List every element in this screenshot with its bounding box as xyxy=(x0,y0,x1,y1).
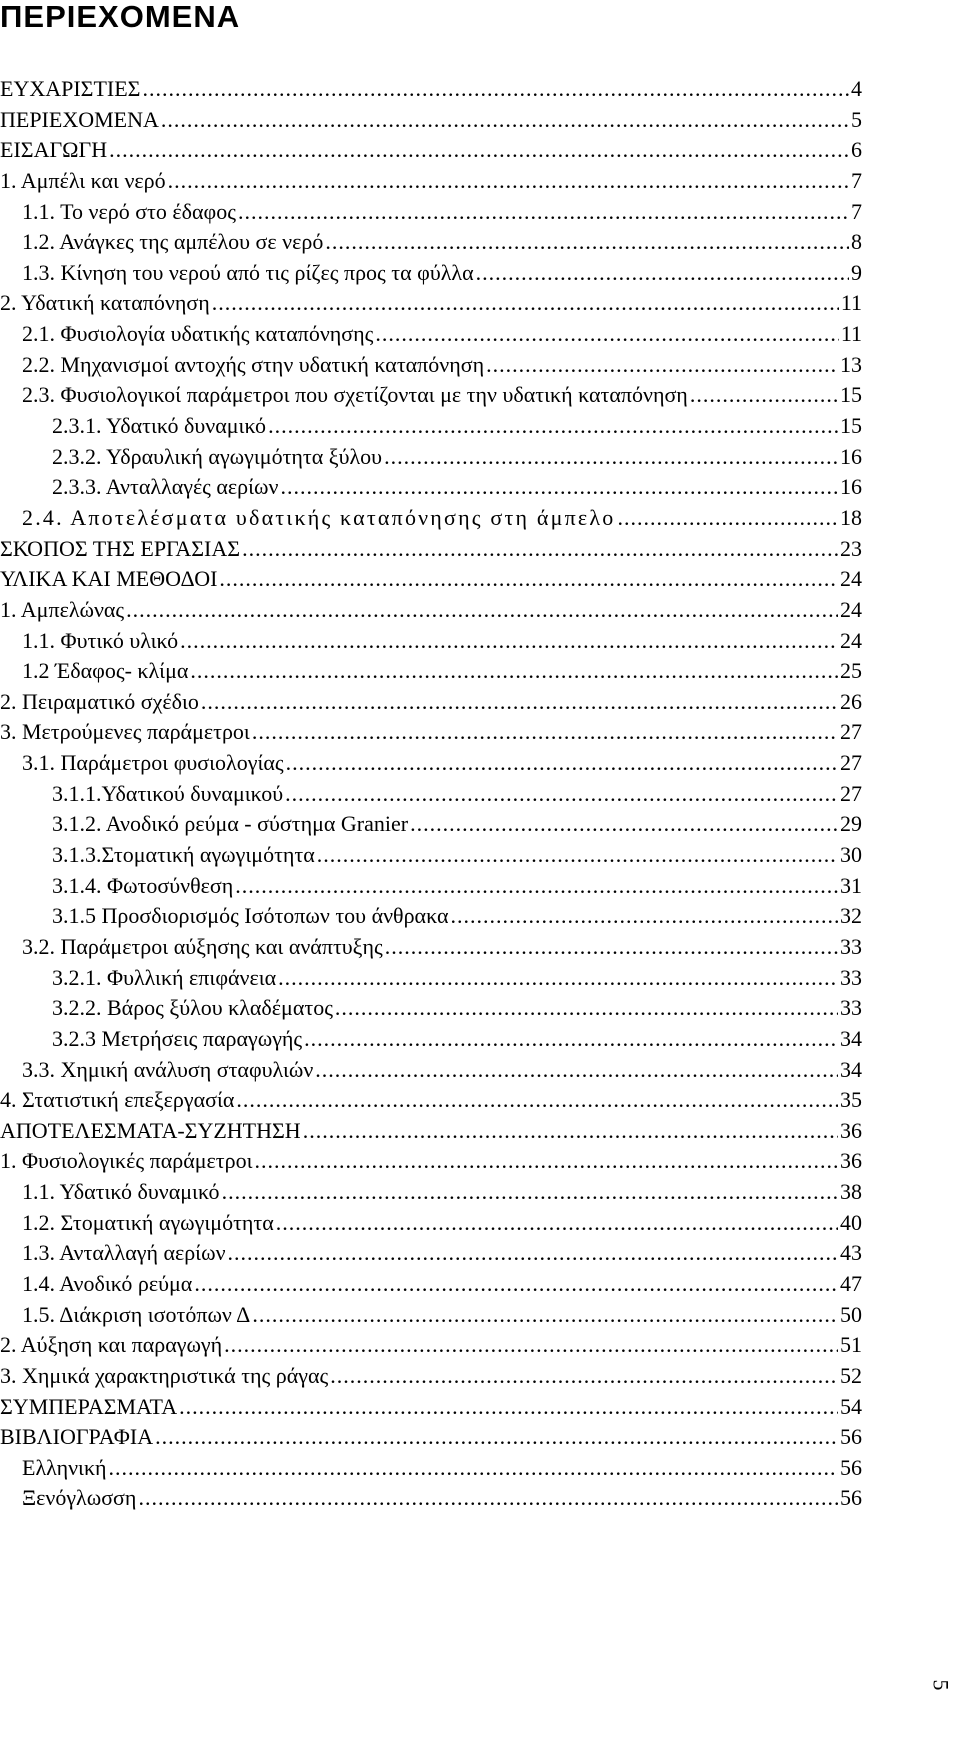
toc-entry[interactable] xyxy=(0,135,862,166)
dot-leader xyxy=(109,1453,838,1483)
dot-leader xyxy=(276,1208,838,1238)
dot-leader xyxy=(224,1330,838,1360)
toc-entry-page: 16 xyxy=(840,474,862,500)
toc-entry-title: 2.2. Μηχανισμοί αντοχής στην υδατική καταπόνηση xyxy=(22,351,485,377)
toc-entry-page: 35 xyxy=(840,1087,862,1113)
toc-entry-title: 1.2 Έδαφος- κλίμα xyxy=(22,658,189,684)
dot-leader xyxy=(179,1392,838,1422)
dot-leader xyxy=(228,1238,838,1268)
toc-entry[interactable] xyxy=(0,626,862,657)
dot-leader xyxy=(180,626,838,656)
dot-leader xyxy=(325,227,849,257)
toc-entry-page: 7 xyxy=(851,167,862,193)
toc-entry-page: 29 xyxy=(840,811,862,837)
toc-entry-title: 3. Χημικά χαρακτηριστικά της ράγας xyxy=(0,1362,329,1388)
dot-leader xyxy=(142,74,849,104)
dot-leader xyxy=(190,656,838,686)
toc-entry[interactable] xyxy=(0,687,862,718)
toc-entry[interactable] xyxy=(0,809,862,840)
toc-entry[interactable] xyxy=(0,779,862,810)
toc-entry-page: 8 xyxy=(851,229,862,255)
toc-entry-page: 33 xyxy=(840,995,862,1021)
toc-entry-title: 2.3. Φυσιολογικοί παράμετροι που σχετίζονται με την υδατική καταπόνηση xyxy=(22,382,688,408)
dot-leader xyxy=(410,809,838,839)
toc-entry-title: 3.2.1. Φυλλική επιφάνεια xyxy=(52,964,277,990)
toc-entry[interactable] xyxy=(0,227,862,258)
toc-entry[interactable] xyxy=(0,1177,862,1208)
toc-entry-page: 15 xyxy=(840,413,862,439)
toc-entry-title: ΑΠΟΤΕΛΕΣΜΑΤΑ-ΣΥΖΗΤΗΣΗ xyxy=(0,1117,301,1143)
toc-entry-page: 40 xyxy=(840,1209,862,1235)
toc-entry-page: 56 xyxy=(840,1424,862,1450)
dot-leader xyxy=(236,1085,838,1115)
toc-entry-title: 3.2.3 Μετρήσεις παραγωγής xyxy=(52,1025,303,1051)
toc-entry-page: 32 xyxy=(840,903,862,929)
toc-entry[interactable] xyxy=(0,288,862,319)
toc-entry[interactable] xyxy=(0,1483,862,1514)
dot-leader xyxy=(335,993,838,1023)
toc-entry[interactable] xyxy=(0,656,862,687)
toc-entry-page: 16 xyxy=(840,443,862,469)
toc-entry[interactable] xyxy=(0,503,862,534)
toc-entry-title: 1.1. Υδατικό δυναμικό xyxy=(22,1179,220,1205)
toc-entry-title: 2.3.3. Ανταλλαγές αερίων xyxy=(52,474,279,500)
toc-entry-title: 2.3.2. Υδραυλική αγωγιμότητα ξύλου xyxy=(52,443,383,469)
toc-entry[interactable] xyxy=(0,993,862,1024)
dot-leader xyxy=(690,380,838,410)
toc-entry-page: 24 xyxy=(840,566,862,592)
toc-entry-page: 36 xyxy=(840,1117,862,1143)
toc-entry-title: ΥΛΙΚΑ ΚΑΙ ΜΕΘΟΔΟΙ xyxy=(0,566,218,592)
toc-entry-title: 3.3. Χημική ανάλυση σταφυλιών xyxy=(22,1056,314,1082)
toc-entry[interactable] xyxy=(0,1116,862,1147)
toc-entry-title: 4. Στατιστική επεξεργασία xyxy=(0,1087,235,1113)
toc-entry-page: 33 xyxy=(840,964,862,990)
toc-entry-title: ΕΙΣΑΓΩΓΗ xyxy=(0,137,108,163)
toc-entry-title: 3.1.2. Ανοδικό ρεύμα - σύστημα Granier xyxy=(52,811,409,837)
dot-leader xyxy=(219,564,838,594)
toc-entry-title: 1. Αμπελώνας xyxy=(0,596,125,622)
toc-entry[interactable] xyxy=(0,258,862,289)
toc-entry-title: Ξενόγλωσση xyxy=(22,1485,137,1511)
toc-entry-title: Ελληνική xyxy=(22,1454,107,1480)
toc-entry[interactable] xyxy=(0,1453,862,1484)
dot-leader xyxy=(109,135,849,165)
toc-entry[interactable] xyxy=(0,166,862,197)
toc-entry-title: 2.1. Φυσιολογία υδατικής καταπόνησης xyxy=(22,321,374,347)
dot-leader xyxy=(201,687,838,717)
toc-entry-page: 6 xyxy=(851,137,862,163)
toc-entry-title: 1. Φυσιολογικές παράμετροι xyxy=(0,1148,253,1174)
toc-entry-page: 31 xyxy=(840,872,862,898)
toc-entry[interactable] xyxy=(0,564,862,595)
dot-leader xyxy=(155,1422,838,1452)
dot-leader xyxy=(451,901,838,931)
toc-entry[interactable] xyxy=(0,1146,862,1177)
toc-entry-title: 3.2. Παράμετροι αύξησης και ανάπτυξης xyxy=(22,933,383,959)
toc-entry-page: 15 xyxy=(840,382,862,408)
dot-leader xyxy=(375,319,838,349)
toc-entry-page: 5 xyxy=(851,106,862,132)
toc-entry[interactable] xyxy=(0,534,862,565)
toc-entry[interactable] xyxy=(0,901,862,932)
toc-entry-title: 1.1. Το νερό στο έδαφος xyxy=(22,198,236,224)
toc-entry-title: 3.1. Παράμετροι φυσιολογίας xyxy=(22,750,284,776)
toc-entry[interactable] xyxy=(0,717,862,748)
toc-entry[interactable] xyxy=(0,1024,862,1055)
toc-entry-title: 3.1.4. Φωτοσύνθεση xyxy=(52,872,234,898)
toc-entry[interactable] xyxy=(0,1055,862,1086)
toc-entry[interactable] xyxy=(0,871,862,902)
dot-leader xyxy=(286,748,838,778)
toc-entry[interactable] xyxy=(0,472,862,503)
toc-entry-page: 4 xyxy=(851,76,862,101)
toc-entry-page: 18 xyxy=(840,504,862,530)
toc-entry-title: 3.2.2. Βάρος ξύλου κλαδέματος xyxy=(52,995,333,1021)
toc-entry-page: 51 xyxy=(840,1332,862,1358)
dot-leader xyxy=(252,717,838,747)
toc-entry-title: 1.2. Ανάγκες της αμπέλου σε νερό xyxy=(22,229,324,255)
dot-leader xyxy=(212,288,839,318)
toc-entry-page: 36 xyxy=(840,1148,862,1174)
toc-entry-page: 27 xyxy=(840,780,862,806)
toc-entry-page: 25 xyxy=(840,658,862,684)
toc-entry-title: 1.1. Φυτικό υλικό xyxy=(22,627,179,653)
toc-entry[interactable] xyxy=(0,748,862,779)
table-of-contents xyxy=(0,74,862,1514)
toc-entry-title: 3.1.5 Προσδιορισμός Ισότοπων του άνθρακα xyxy=(52,903,449,929)
toc-entry-title: 3.1.1.Υδατικού δυναμικού xyxy=(52,780,284,806)
toc-entry-title: ΣΚΟΠΟΣ ΤΗΣ ΕΡΓΑΣΙΑΣ xyxy=(0,535,241,561)
dot-leader xyxy=(126,595,838,625)
dot-leader xyxy=(268,411,838,441)
toc-entry-page: 9 xyxy=(851,259,862,285)
toc-entry-page: 34 xyxy=(840,1025,862,1051)
toc-entry[interactable] xyxy=(0,1330,862,1361)
toc-entry-title: ΕΥΧΑΡΙΣΤΙΕΣ xyxy=(0,76,141,101)
toc-entry-page: 7 xyxy=(851,198,862,224)
dot-leader xyxy=(303,1116,838,1146)
toc-entry-title: 2.4. Αποτελέσματα υδατικής καταπόνησης στη άμπελο xyxy=(22,504,616,530)
toc-entry-page: 26 xyxy=(840,688,862,714)
toc-entry[interactable] xyxy=(0,595,862,626)
toc-entry-title: 2.3.1. Υδατικό δυναμικό xyxy=(52,413,267,439)
toc-entry[interactable] xyxy=(0,1361,862,1392)
toc-entry-page: 47 xyxy=(840,1270,862,1296)
toc-entry-title: 1.2. Στοματική αγωγιμότητα xyxy=(22,1209,274,1235)
dot-leader xyxy=(280,472,838,502)
toc-entry-page: 11 xyxy=(840,290,862,316)
page-title: ΠΕΡΙΕΧΟΜΕΝΑ xyxy=(0,0,241,34)
toc-entry[interactable] xyxy=(0,840,862,871)
toc-entry-title: 1.4. Ανοδικό ρεύμα xyxy=(22,1270,193,1296)
toc-entry-title: 3.1.3.Στοματική αγωγιμότητα xyxy=(52,842,315,868)
dot-leader xyxy=(168,166,849,196)
toc-entry-page: 56 xyxy=(840,1454,862,1480)
toc-entry[interactable] xyxy=(0,1269,862,1300)
dot-leader xyxy=(161,105,849,135)
toc-entry-page: 52 xyxy=(840,1362,862,1388)
toc-entry[interactable] xyxy=(0,442,862,473)
toc-entry-page: 33 xyxy=(840,933,862,959)
dot-leader xyxy=(486,350,838,380)
toc-entry[interactable] xyxy=(0,380,862,411)
dot-leader xyxy=(138,1483,838,1513)
toc-entry[interactable] xyxy=(0,319,862,350)
dot-leader xyxy=(235,871,838,901)
toc-entry[interactable] xyxy=(0,1238,862,1269)
toc-entry-page: 38 xyxy=(840,1179,862,1205)
toc-entry[interactable] xyxy=(0,1422,862,1453)
toc-entry-title: 3. Μετρούμενες παράμετροι xyxy=(0,719,250,745)
dot-leader xyxy=(330,1361,838,1391)
toc-entry[interactable] xyxy=(0,1392,862,1423)
toc-entry-page: 56 xyxy=(840,1485,862,1511)
dot-leader xyxy=(255,1146,838,1176)
toc-entry[interactable] xyxy=(0,932,862,963)
toc-entry-page: 34 xyxy=(840,1056,862,1082)
dot-leader xyxy=(476,258,849,288)
toc-entry[interactable] xyxy=(0,963,862,994)
dot-leader xyxy=(384,442,838,472)
toc-entry-page: 27 xyxy=(840,719,862,745)
toc-entry-page: 30 xyxy=(840,842,862,868)
toc-entry[interactable] xyxy=(0,350,862,381)
toc-entry[interactable] xyxy=(0,197,862,228)
toc-entry-title: 1.5. Διάκριση ισοτόπων Δ xyxy=(22,1301,251,1327)
toc-entry-title: 2. Υδατική καταπόνηση xyxy=(0,290,210,316)
dot-leader xyxy=(238,197,849,227)
toc-entry[interactable] xyxy=(0,1300,862,1331)
toc-entry[interactable] xyxy=(0,411,862,442)
dot-leader xyxy=(617,503,838,533)
toc-entry-title: ΠΕΡΙΕΧΟΜΕΝΑ xyxy=(0,106,159,132)
toc-entry-page: 50 xyxy=(840,1301,862,1327)
dot-leader xyxy=(222,1177,838,1207)
toc-entry-page: 54 xyxy=(840,1393,862,1419)
toc-entry-page: 13 xyxy=(840,351,862,377)
toc-entry[interactable] xyxy=(0,1208,862,1239)
dot-leader xyxy=(304,1024,838,1054)
toc-entry[interactable] xyxy=(0,1085,862,1116)
toc-entry-title: 1. Αμπέλι και νερό xyxy=(0,167,166,193)
toc-entry-title: 2. Αύξηση και παραγωγή xyxy=(0,1332,223,1358)
toc-entry-title: ΣΥΜΠΕΡΑΣΜΑΤΑ xyxy=(0,1393,178,1419)
dot-leader xyxy=(252,1300,838,1330)
toc-entry-page: 27 xyxy=(840,750,862,776)
toc-entry-title: ΒΙΒΛΙΟΓΡΑΦΙΑ xyxy=(0,1424,154,1450)
dot-leader xyxy=(315,1055,838,1085)
toc-entry-title: 2. Πειραματικό σχέδιο xyxy=(0,688,199,714)
toc-entry-page: 43 xyxy=(840,1240,862,1266)
toc-entry-page: 23 xyxy=(840,535,862,561)
toc-entry-page: 11 xyxy=(840,321,862,347)
dot-leader xyxy=(278,963,838,993)
page-number: 5 xyxy=(928,1679,954,1691)
dot-leader xyxy=(242,534,838,564)
toc-entry-page: 24 xyxy=(840,627,862,653)
toc-entry-title: 1.3. Ανταλλαγή αερίων xyxy=(22,1240,226,1266)
toc-entry-page: 24 xyxy=(840,596,862,622)
dot-leader xyxy=(285,779,838,809)
dot-leader xyxy=(194,1269,838,1299)
toc-entry-title: 1.3. Κίνηση του νερού από τις ρίζες προς τα φύλλα xyxy=(22,259,474,285)
toc-entry[interactable] xyxy=(0,105,862,136)
toc-entry[interactable] xyxy=(0,74,862,105)
dot-leader xyxy=(317,840,838,870)
dot-leader xyxy=(385,932,838,962)
